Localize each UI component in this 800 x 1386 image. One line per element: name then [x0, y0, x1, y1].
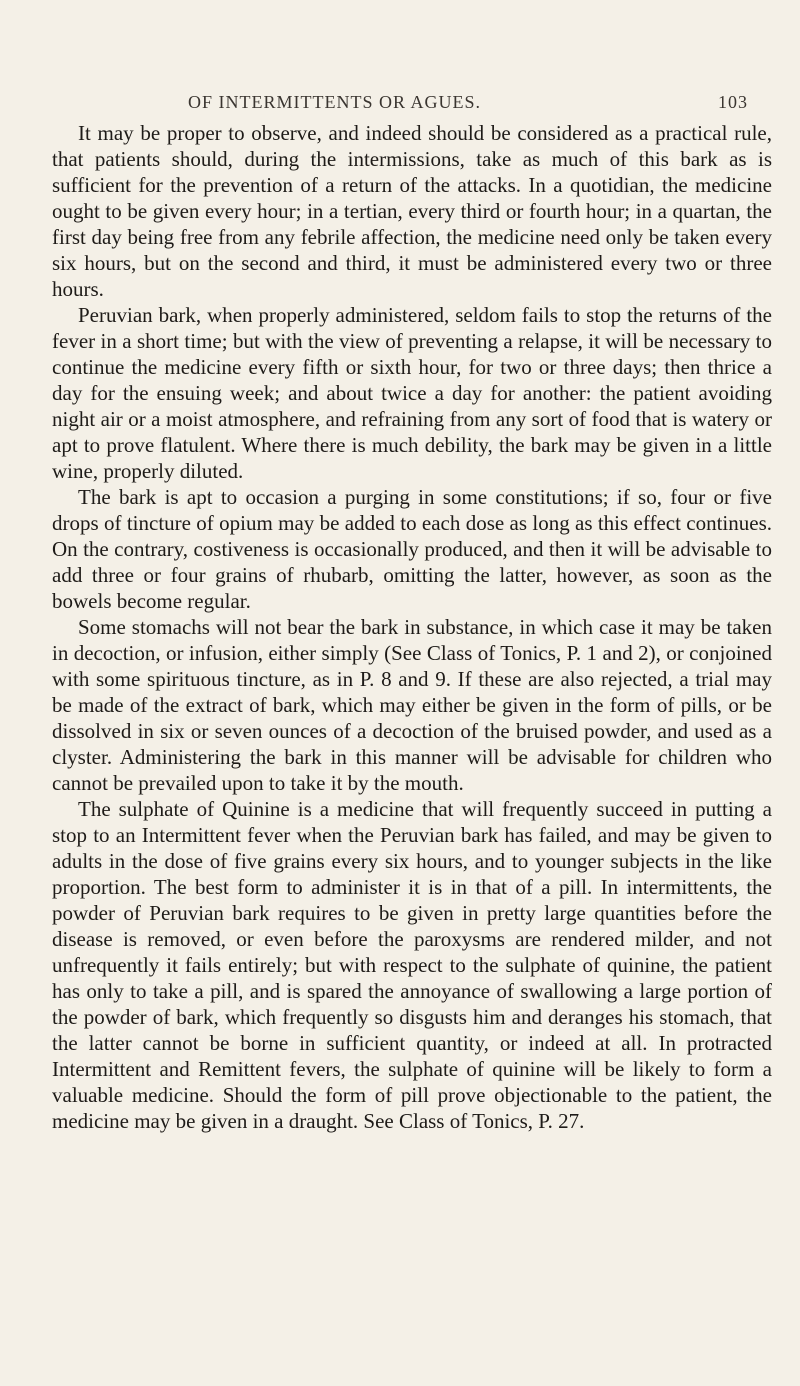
body-text	[52, 120, 772, 1134]
page-number: 103	[718, 92, 748, 112]
paragraph-decoction: Some stomachs will not bear the bark in substance, in which case it may be taken in decoction, or infusion, either simply (See Class of Tonics, P. 1 and 2), or conjoined with some spirituous tincture, as in P. 8 and 9. If these are also rejected, a trial may be made of the extract of bark, which may either be given in the form of pills, or be dissolved in six or seven ounces of a decoction of the bruised powder, and used as a clyster. Administering the bark in this manner will be advisable for children who cannot be prevailed upon to take it by the mouth.	[52, 615, 772, 795]
paragraph-peruvian-bark: Peruvian bark, when properly administered, seldom fails to stop the returns of the fever in a short time; but with the view of preventing a relapse, it will be necessary to continue the medicine every fifth or sixth hour, for two or three days; then thrice a day for the ensuing week; and about twice a day for another: the patient avoiding night air or a moist atmosphere, and refraining from any sort of food that is watery or apt to prove flatulent. Where there is much debility, the bark may be given in a little wine, properly diluted.	[52, 303, 772, 483]
paragraph-dosage-rule: It may be proper to observe, and indeed should be considered as a practical rule, that patients should, during the intermissions, take as much of this bark as is sufficient for the prevention of a return of the attacks. In a quotidian, the medicine ought to be given every hour; in a tertian, every third or fourth hour; in a quartan, the first day being free from any febrile affection, the medicine need only be taken every six hours, but on the second and third, it must be administered every two or three hours.	[52, 121, 772, 301]
running-head	[188, 92, 768, 116]
running-title: OF INTERMITTENTS OR AGUES.	[188, 92, 482, 112]
paragraph-sulphate-quinine: The sulphate of Quinine is a medicine that will frequently succeed in putting a stop to an Intermittent fever when the Peruvian bark has failed, and may be given to adults in the dose of five grains every six hours, and to younger subjects in the like proportion. The best form to administer it is in that of a pill. In intermittents, the powder of Peruvian bark requires to be given in pretty large quantities before the disease is removed, or even before the paroxysms are rendered milder, and not unfrequently it fails entirely; but with respect to the sulphate of quinine, the patient has only to take a pill, and is spared the annoyance of swallowing a large portion of the powder of bark, which frequently so disgusts him and deranges his stomach, that the latter cannot be borne in sufficient quantity, or indeed at all. In protracted Intermittent and Remittent fevers, the sulphate of quinine will be likely to form a valuable medicine. Should the form of pill prove objectionable to the patient, the medicine may be given in a draught. See Class of Tonics, P. 27.	[52, 797, 772, 1133]
paragraph-purging: The bark is apt to occasion a purging in some constitutions; if so, four or five drops of tincture of opium may be added to each dose as long as this effect continues. On the contrary, costiveness is occasionally produced, and then it will be advisable to add three or four grains of rhubarb, omitting the latter, however, as soon as the bowels become regular.	[52, 485, 772, 613]
